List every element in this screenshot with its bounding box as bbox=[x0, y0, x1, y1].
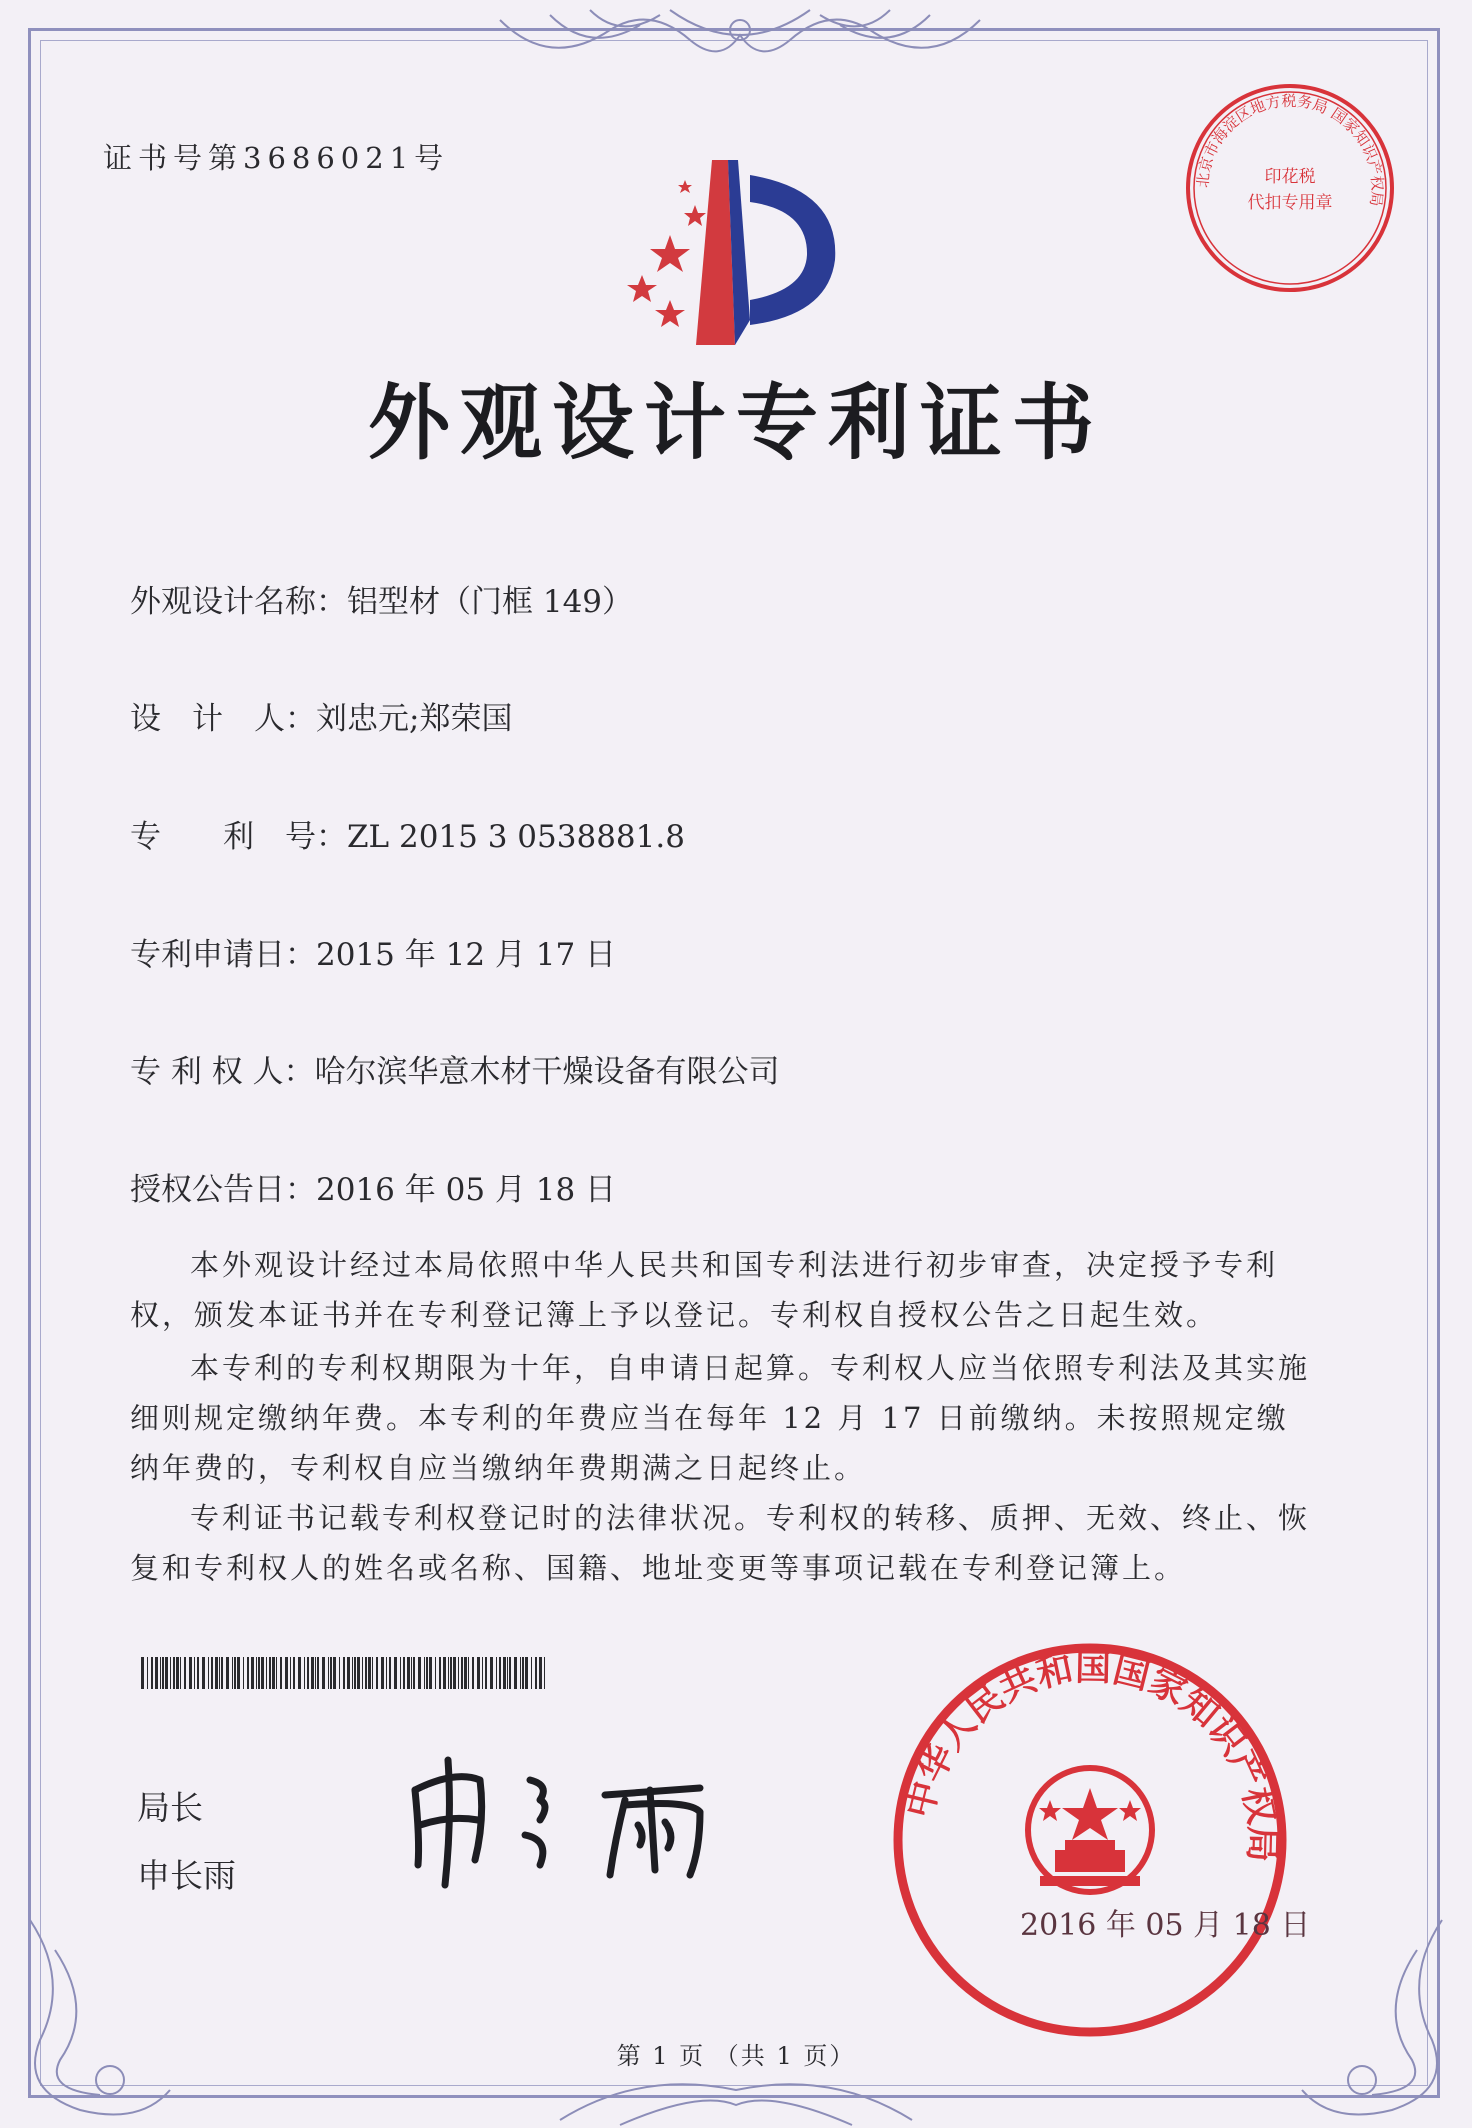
field-label: 专 利 号： bbox=[130, 819, 347, 855]
patent-office-emblem-icon bbox=[600, 150, 860, 360]
certificate-number: 证书号第3686021号 bbox=[103, 141, 450, 175]
field-grant-date bbox=[130, 1164, 616, 1209]
field-value: 哈尔滨华意木材干燥设备有限公司 bbox=[314, 1054, 780, 1090]
paragraph-legal-status: 专利证书记载专利权登记时的法律状况。专利权的转移、质押、无效、终止、恢复和专利权人的姓名或名称、国籍、地址变更等事项记载在专利登记簿上。 bbox=[130, 1501, 1311, 1585]
field-value: 2016 年 05 月 18 日 bbox=[316, 1172, 617, 1208]
tax-seal-line2: 代扣专用章 bbox=[1247, 193, 1333, 213]
document-title: 外观设计专利证书 bbox=[367, 376, 1104, 471]
seal-date: 2016 年 05 月 18 日 bbox=[1020, 1908, 1311, 1943]
field-value: 2015 年 12 月 17 日 bbox=[316, 937, 617, 973]
field-label: 外观设计名称： bbox=[130, 584, 347, 620]
tax-seal-line1: 印花税 bbox=[1264, 167, 1316, 187]
field-value: 刘忠元;郑荣国 bbox=[316, 701, 513, 737]
director-title: 局长 bbox=[137, 1788, 203, 1827]
paragraph-term: 本专利的专利权期限为十年，自申请日起算。专利权人应当依照专利法及其实施细则规定缴纳年费。本专利的年费应当在每年 12 月 17 日前缴纳。未按照规定缴纳年费的，专利权自应当缴纳年费期满之日起终止。 bbox=[130, 1351, 1311, 1485]
top-ornament bbox=[490, 0, 990, 80]
field-label: 设 计 人： bbox=[130, 701, 316, 737]
seal-text: 中华人民共和国国家知识产权局 bbox=[899, 1647, 1283, 1863]
tax-seal-ring-text: 北京市海淀区地方税务局 国家知识产权局 bbox=[1193, 91, 1387, 208]
field-patentee bbox=[130, 1046, 780, 1091]
field-label: 授权公告日： bbox=[130, 1172, 316, 1208]
barcode bbox=[141, 1657, 550, 1689]
stamp-duty-seal bbox=[1180, 78, 1400, 298]
field-label: 专利申请日： bbox=[130, 937, 316, 973]
field-value: 铝型材（门框 149） bbox=[347, 584, 634, 620]
field-designer bbox=[130, 693, 512, 738]
page-footer: 第 1 页 （共 1 页） bbox=[616, 2042, 856, 2070]
field-design-name bbox=[130, 576, 633, 621]
field-filing-date bbox=[130, 929, 616, 974]
director-signature bbox=[400, 1740, 760, 1890]
field-patent-number bbox=[130, 811, 685, 856]
bottom-ornament bbox=[0, 1890, 1472, 2128]
field-value: ZL 2015 3 0538881.8 bbox=[347, 819, 685, 855]
field-label: 专 利 权 人： bbox=[130, 1054, 315, 1090]
svg-text:中华人民共和国国家知识产权局 bbox=[899, 1648, 1282, 1863]
director-name: 申长雨 bbox=[137, 1856, 236, 1895]
paragraph-grant: 本外观设计经过本局依照中华人民共和国专利法进行初步审查，决定授予专利权，颁发本证书并在专利登记簿上予以登记。专利权自授权公告之日起生效。 bbox=[130, 1248, 1279, 1332]
